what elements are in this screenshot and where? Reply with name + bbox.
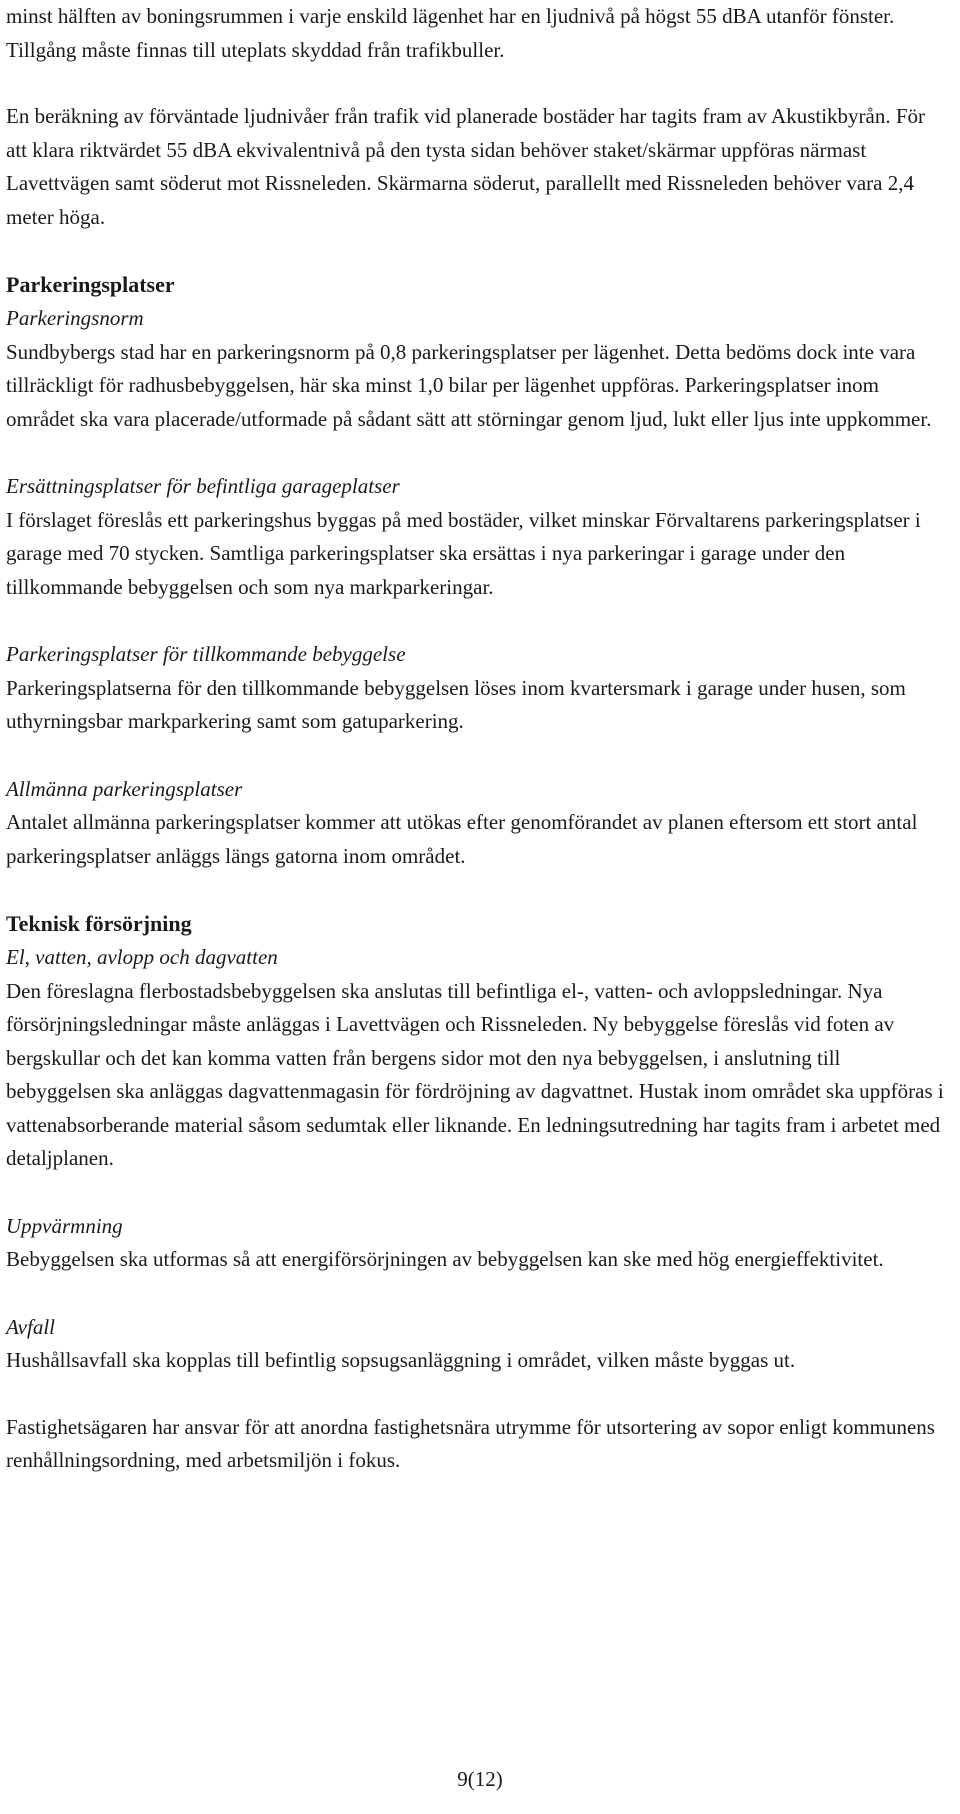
heating-text: Bebyggelsen ska utformas så att energiförsörjningen av bebyggelsen kan ske med hög energieffektivitet. [6, 1247, 884, 1271]
parking-heading: Parkeringsplatser [6, 272, 175, 297]
technical-section [6, 907, 946, 1478]
parking-norm-subheading: Parkeringsnorm [6, 306, 144, 330]
public-parking-subheading: Allmänna parkeringsplatser [6, 776, 243, 801]
utilities-subheading: El, vatten, avlopp och dagvatten [6, 945, 278, 969]
waste-text-property-owner: Fastighetsägaren har ansvar för att anordna fastighetsnära utrymme för utsortering av sopor enligt kommunens renhållningsordning, med arbetsmiljön i fokus. [6, 1414, 935, 1472]
new-buildings-parking-text: Parkeringsplatserna för den tillkommande bebyggelsen löses inom kvartersmark i garage under husen, som uthyrningsbar markparkering samt som gatuparkering. [6, 675, 906, 733]
replacement-parking-subheading: Ersättningsplatser för befintliga garageplatser [6, 474, 400, 498]
waste-subheading: Avfall [6, 1314, 55, 1339]
intro-paragraph-noise-calculation: En beräkning av förväntade ljudnivåer från trafik vid planerade bostäder har tagits fram av Akustikbyrån. För att klara riktvärdet 55 dBA ekvivalentnivå på den tysta sidan behöver staket/skärmar uppföras närmast Lavettvägen samt söderut mot Rissneleden. Skärmarna söderut, parallellt med Rissneleden behöver vara 2,4 meter höga. [6, 104, 926, 229]
document-page [6, 0, 946, 1478]
waste-text-household: Hushållsavfall ska kopplas till befintlig sopsugsanläggning i området, vilken måste byggas ut. [6, 1348, 796, 1372]
new-buildings-parking-subheading: Parkeringsplatser för tillkommande bebyggelse [6, 642, 406, 666]
parking-section [6, 268, 946, 873]
parking-norm-text: Sundbybergs stad har en parkeringsnorm på 0,8 parkeringsplatser per lägenhet. Detta bedöms dock inte vara tillräckligt för radhusbebyggelsen, här ska minst 1,0 bilar per lägenhet uppföras. Parkeringsplatser inom området ska vara placerade/utformade på sådant sätt att störningar genom ljud, lukt eller ljus inte uppkommer. [6, 339, 932, 431]
utilities-text: Den föreslagna flerbostadsbebyggelsen ska anslutas till befintliga el-, vatten- och avloppsledningar. Nya försörjningsledningar måste anläggas i Lavettvägen och Rissneleden. Ny bebyggelse föreslås vid foten av bergskullar och det kan komma vatten från bergens sidor mot den nya bebyggelsen, i anslutning till bebyggelsen ska anläggas dagvattenmagasin för fördröjning av dagvattnet. Hustak inom området ska uppföras i vattenabsorberande material såsom sedumtak eller liknande. En ledningsutredning har tagits fram i arbetet med detaljplanen. [6, 978, 944, 1170]
heating-subheading: Uppvärmning [6, 1213, 123, 1238]
technical-heading: Teknisk försörjning [6, 911, 192, 936]
public-parking-text: Antalet allmänna parkeringsplatser kommer att utökas efter genomförandet av planen eftersom ett stort antal parkeringsplatser anläggs längs gatorna inom området. [6, 810, 918, 868]
replacement-parking-text: I förslaget föreslås ett parkeringshus byggas på med bostäder, vilket minskar Förvaltarens parkeringsplatser i garage med 70 stycken. Samtliga parkeringsplatser ska ersättas i nya parkeringar i garage under den tillkommande bebyggelsen och som nya markparkeringar. [6, 507, 921, 599]
page-number: 9(12) [457, 1767, 503, 1791]
intro-paragraph-noise-limit: minst hälften av boningsrummen i varje enskild lägenhet har en ljudnivå på högst 55 dBA utanför fönster. Tillgång måste finnas till uteplats skyddad från trafikbuller. [6, 4, 895, 62]
